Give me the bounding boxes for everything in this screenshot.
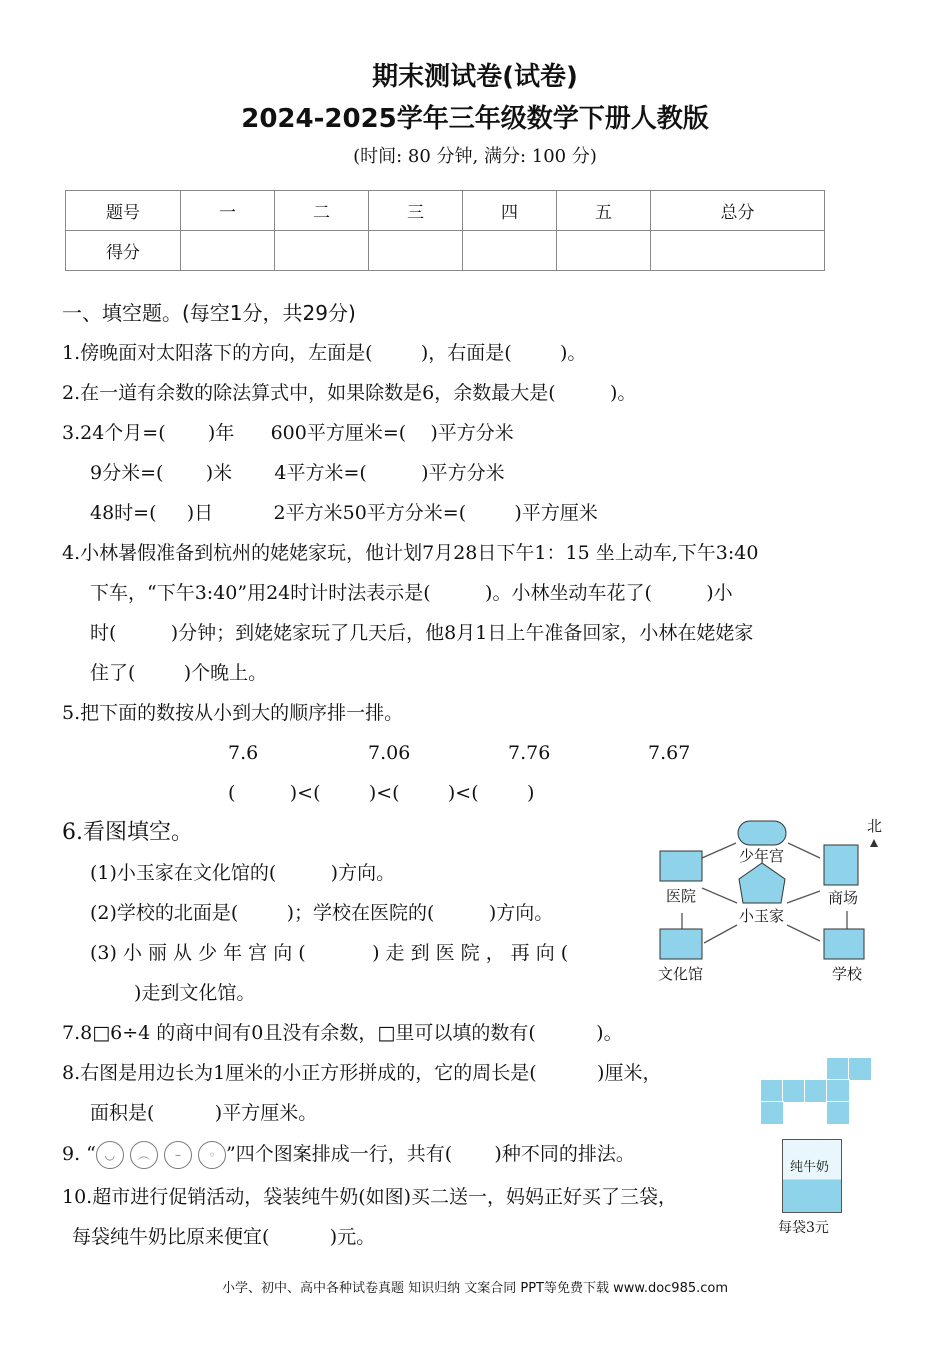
question-5: 5.把下面的数按从小到大的顺序排一排。: [62, 702, 404, 724]
score-cell[interactable]: [557, 231, 651, 271]
square: [826, 1057, 850, 1081]
question-9-10-text: [62, 1133, 764, 1257]
place-label: 小玉家: [739, 907, 785, 925]
question-4-line: 住了( )个晚上。: [90, 662, 268, 684]
score-table: [65, 190, 825, 271]
header-cell: 四: [463, 191, 557, 231]
number: 7.67: [648, 742, 691, 764]
calm-face-icon: –: [164, 1141, 192, 1169]
place-label: 商场: [828, 889, 859, 907]
squares-figure: [760, 1057, 872, 1127]
header-cell: 总分: [651, 191, 825, 231]
question-6: 6.看图填空。: [62, 820, 193, 845]
question-3: 3.24个月=( )年 600平方厘米=( )平方分米: [62, 422, 514, 444]
question-8-line: 面积是( )平方厘米。: [90, 1102, 318, 1124]
question-6-text: [62, 813, 630, 1013]
place-label: 学校: [832, 965, 863, 983]
header-cell: 三: [369, 191, 463, 231]
milk-label: 纯牛奶: [790, 1160, 830, 1175]
score-cell[interactable]: [181, 231, 275, 271]
question-4-line: 下车，“下午3:40”用24时计时法表示是( )。小林坐动车花了( )小: [90, 582, 733, 604]
square: [782, 1079, 806, 1103]
milk-price: 每袋3元: [778, 1220, 829, 1236]
question-6-1: (1)小玉家在文化馆的( )方向。: [90, 862, 396, 884]
score-cell[interactable]: [651, 231, 825, 271]
place-label: 文化馆: [658, 965, 704, 983]
question-6-3-line: )走到文化馆。: [134, 982, 256, 1004]
row-label: 得分: [66, 231, 181, 271]
q9-prefix: 9. “: [62, 1143, 96, 1165]
questions: [62, 293, 892, 1257]
question-8: 8.右图是用边长为1厘米的小正方形拼成的，它的周长是( )厘米，: [62, 1062, 662, 1084]
square: [826, 1101, 850, 1125]
question-4-line: 时( )分钟；到姥姥家玩了几天后，他8月1日上午准备回家，小林在姥姥家: [90, 622, 754, 644]
section-title: 一、填空题。(每空1分，共29分): [62, 301, 356, 325]
question-3-line: 9分米=( )米 4平方米=( )平方分米: [90, 462, 505, 484]
question-1: 1.傍晚面对太阳落下的方向，左面是( )，右面是( )。: [62, 342, 587, 364]
score-cell[interactable]: [275, 231, 369, 271]
q9-text: ”四个图案排成一行，共有( )种不同的排法。: [226, 1143, 635, 1165]
exam-subtitle: 2024-2025学年三年级数学下册人教版: [241, 104, 709, 134]
number-list: [62, 733, 892, 773]
question-9-10-block: [62, 1133, 892, 1257]
square: [848, 1057, 872, 1081]
exam-title: 期末测试卷(试卷): [372, 62, 578, 92]
footer: 小学、初中、高中各种试卷真题 知识归纳 文案合同 PPT等免费下载 www.doc985.com: [221, 1281, 729, 1296]
question-10: 10.超市进行促销活动，袋装纯牛奶(如图)买二送一，妈妈正好买了三袋，: [62, 1186, 678, 1208]
place-label: 少年宫: [739, 847, 785, 865]
question-9: [62, 1133, 764, 1177]
square: [760, 1101, 784, 1125]
question-6-2: (2)学校的北面是( )；学校在医院的( )方向。: [90, 902, 554, 924]
header-cell: 二: [275, 191, 369, 231]
question-8-text: [62, 1053, 748, 1133]
north-label: 北: [867, 817, 883, 835]
question-6-3: (3) 小 丽 从 少 年 宫 向 ( ) 走 到 医 院 ， 再 向 (: [90, 942, 569, 964]
square: [760, 1079, 784, 1103]
number: 7.06: [368, 742, 411, 764]
question-8-block: [62, 1053, 892, 1133]
score-cell[interactable]: [463, 231, 557, 271]
question-2: 2.在一道有余数的除法算式中，如果除数是6，余数最大是( )。: [62, 382, 637, 404]
smile-face-icon: ◡: [96, 1141, 124, 1169]
order-blanks: ( )<( )<( )<( ): [228, 782, 535, 804]
milk-bag-figure: [776, 1139, 852, 1243]
question-10-line: 每袋纯牛奶比原来便宜( )元。: [72, 1226, 376, 1248]
header-cell: 五: [557, 191, 651, 231]
number: 7.76: [508, 742, 551, 764]
square: [826, 1079, 850, 1103]
question-3-line: 48时=( )日 2平方米50平方分米=( )平方厘米: [90, 502, 598, 524]
sleepy-face-icon: ◦: [198, 1141, 226, 1169]
map-figure: [642, 813, 892, 998]
place-label: 医院: [666, 887, 697, 905]
square: [804, 1079, 828, 1103]
header-cell: 题号: [66, 191, 181, 231]
exam-info: (时间: 80 分钟, 满分: 100 分): [353, 146, 597, 167]
question-6-block: [62, 813, 892, 1013]
header-cell: 一: [181, 191, 275, 231]
score-cell[interactable]: [369, 231, 463, 271]
question-7: 7.8□6÷4 的商中间有0且没有余数，□里可以填的数有( )。: [62, 1022, 623, 1044]
number: 7.6: [228, 742, 259, 764]
sad-face-icon: ︵: [130, 1141, 158, 1169]
question-4: 4.小林暑假准备到杭州的姥姥家玩，他计划7月28日下午1：15 坐上动车,下午3:40: [62, 542, 759, 564]
